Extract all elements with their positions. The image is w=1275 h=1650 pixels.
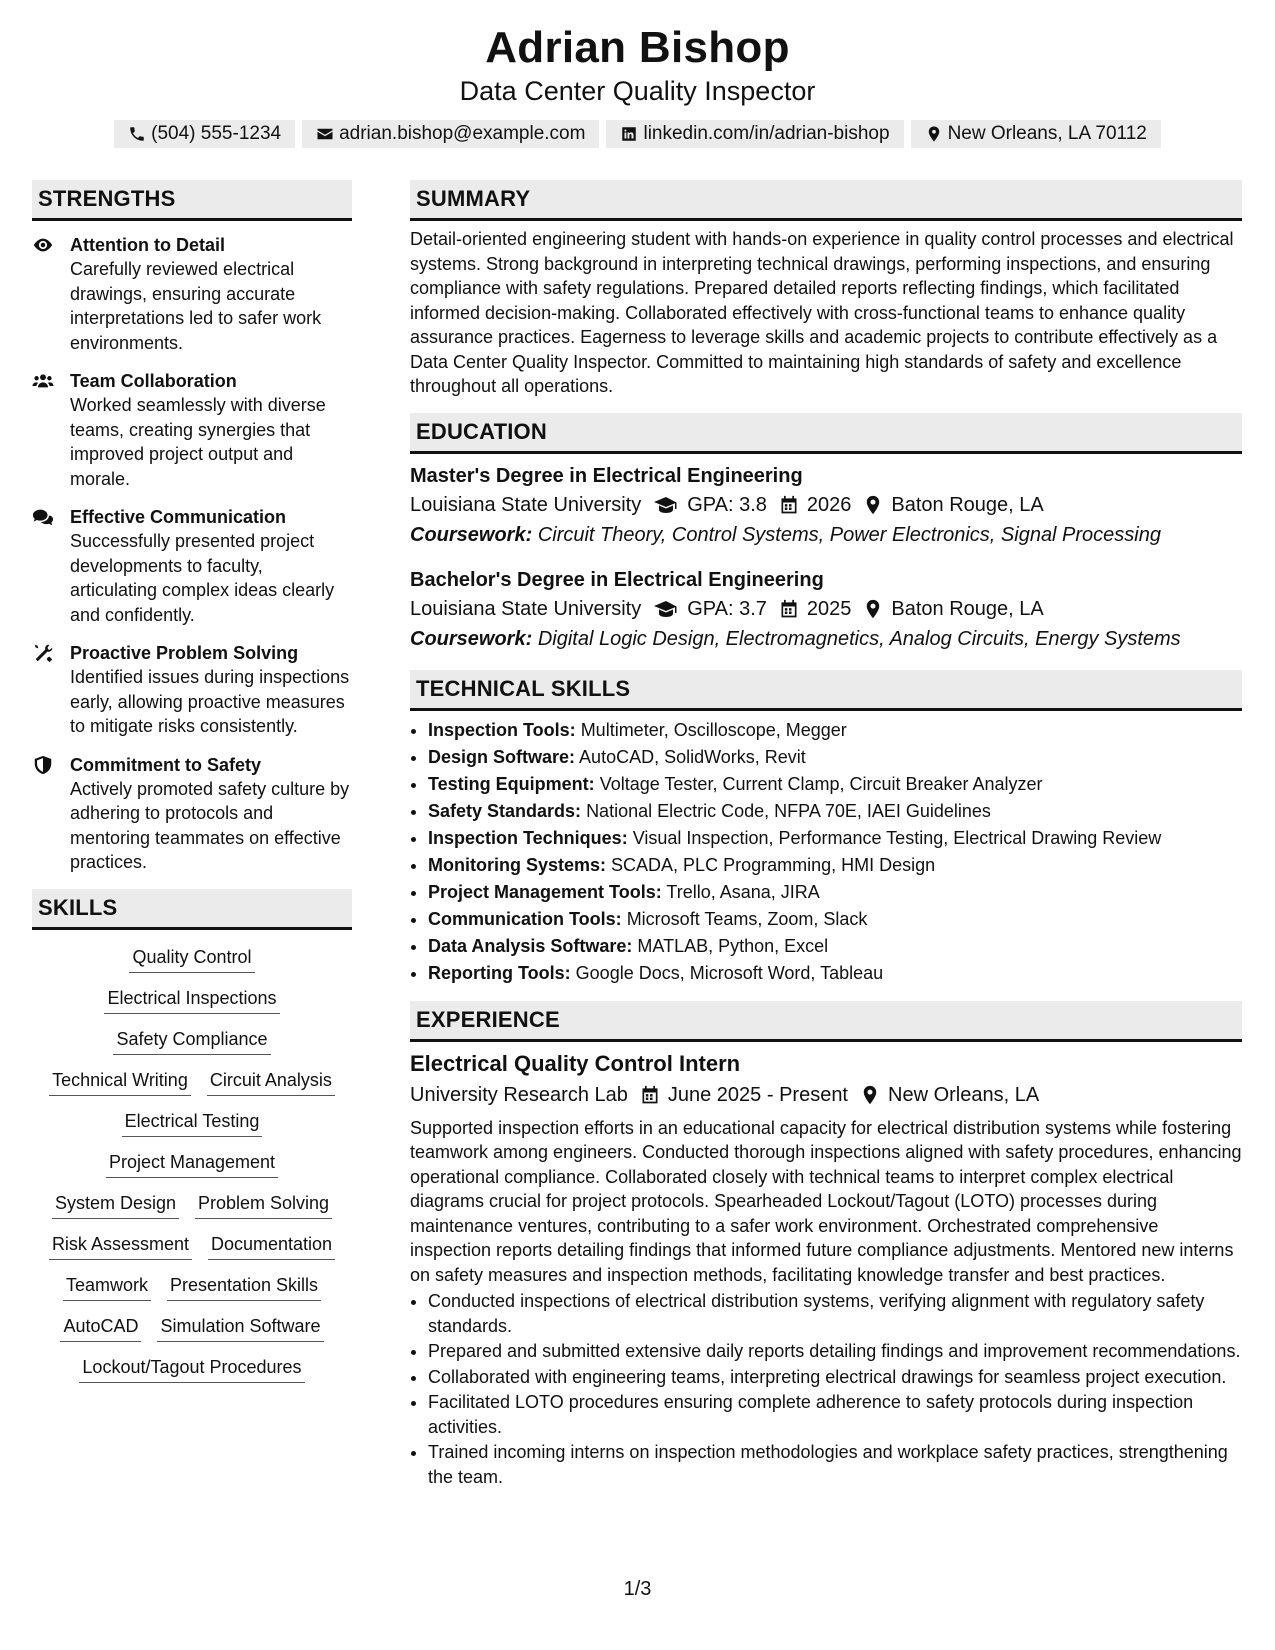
experience-heading: EXPERIENCE [410, 1001, 1242, 1042]
list-item [428, 771, 1242, 798]
tskill-value: Multimeter, Oscilloscope, Megger [580, 719, 847, 740]
strengths-heading: STRENGTHS [32, 180, 352, 221]
degree-coursework [410, 520, 1242, 550]
location-pin-icon [863, 495, 883, 515]
technical-skills-list [410, 717, 1242, 987]
tskill-value: Trello, Asana, JIRA [666, 881, 820, 902]
skill-tag: System Design [52, 1190, 179, 1219]
list-item [428, 744, 1242, 771]
tskill-value: AutoCAD, SolidWorks, Revit [579, 746, 806, 767]
users-icon [32, 371, 54, 391]
tskill-value: SCADA, PLC Programming, HMI Design [611, 854, 936, 875]
strength-title: Effective Communication [70, 507, 287, 527]
tskill-value: Voltage Tester, Current Clamp, Circuit Breaker Analyzer [599, 773, 1043, 794]
coursework-text: Digital Logic Design, Electromagnetics, Analog Circuits, Energy Systems [537, 627, 1181, 650]
strength-item [32, 233, 352, 355]
list-item: • Conducted inspections of electrical distribution systems, verifying alignment with regulatory safety standards. [428, 1289, 1242, 1338]
calendar-icon [640, 1085, 660, 1105]
strength-title: Proactive Problem Solving [70, 643, 299, 663]
right-column [410, 180, 1242, 1490]
degree-title: Bachelor's Degree in Electrical Engineering [410, 568, 824, 591]
skill-tag: Circuit Analysis [207, 1067, 335, 1096]
skill-tag: Project Management [106, 1149, 278, 1178]
tskill-value: Visual Inspection, Performance Testing, Electrical Drawing Review [632, 827, 1162, 848]
strengths-list [32, 233, 352, 875]
list-item: • Prepared and submitted extensive daily reports detailing findings and improvement recommendations. [428, 1339, 1242, 1364]
strength-item [32, 369, 352, 491]
job-description: Supported inspection efforts in an educational capacity for electrical distribution systems while fostering teamwork among engineers. Conducted thorough inspections aligned with safety procedures, enhancing operational compliance. Collaborated closely with technical teams to interpret complex electrical diagrams crucial for project protocols. Spearheaded Lockout/Tagout (LOTO) processes during maintenance ventures, contributing to a safer work environment. Orchestrated comprehensive inspection reports detailing findings that informed future compliance adjustments. Mentored new interns on safety measures and inspection methods, facilitating knowledge transfer and best practices. [410, 1117, 1242, 1285]
technical-skills-heading: TECHNICAL SKILLS [410, 670, 1242, 711]
shield-icon [32, 755, 54, 775]
skills-heading: SKILLS [32, 889, 352, 930]
contact-linkedin [606, 120, 903, 148]
degree-meta [410, 594, 1242, 624]
coursework-text: Circuit Theory, Control Systems, Power Electronics, Signal Processing [537, 523, 1161, 546]
contact-phone-text: (504) 555-1234 [151, 123, 282, 144]
list-item [428, 960, 1242, 987]
list-item [428, 717, 1242, 744]
strength-title: Commitment to Safety [70, 754, 262, 775]
list-item [428, 879, 1242, 906]
degree-school: Louisiana State University [410, 493, 642, 516]
strength-desc: Carefully reviewed electrical drawings, ensuring accurate interpretations led to safer work environments. [70, 259, 322, 353]
education-list [410, 462, 1242, 654]
summary-text: Detail-oriented engineering student with hands-on experience in quality control processes and electrical systems. Strong background in interpreting technical drawings, performing inspections, and ensuring compliance with safety regulations. Prepared detailed reports reflecting findings, which facilitated informed decision-making. Collaborated effectively with cross-functional teams to enhance quality assurance practices. Eagerness to leverage skills and academic projects to contribute effectively as a Data Center Quality Inspector. Committed to maintaining high standards of safety and excellence throughout all operations. [410, 229, 1234, 396]
list-item [428, 933, 1242, 960]
degree-title: Master's Degree in Electrical Engineering [410, 464, 803, 487]
skill-tag: Electrical Testing [122, 1108, 263, 1137]
skill-tag: Problem Solving [195, 1190, 332, 1219]
job-location: New Orleans, LA [888, 1083, 1040, 1106]
graduation-cap-icon [653, 495, 679, 515]
tskill-label: Inspection Techniques: [428, 827, 628, 848]
degree-gpa: GPA: 3.8 [687, 493, 767, 516]
degree-location: Baton Rouge, LA [891, 493, 1044, 516]
list-item [428, 906, 1242, 933]
education-heading: EDUCATION [410, 413, 1242, 454]
calendar-icon [779, 599, 799, 619]
location-pin-icon [860, 1085, 880, 1105]
location-pin-icon [925, 125, 943, 143]
degree-year: 2025 [806, 597, 852, 620]
degree-entry [410, 566, 1242, 654]
list-item [428, 825, 1242, 852]
strength-item [32, 753, 352, 875]
strength-desc: Actively promoted safety culture by adhering to protocols and mentoring teammates on effective practices. [70, 778, 350, 872]
skill-tag: AutoCAD [60, 1313, 141, 1342]
skill-tag: Electrical Inspections [104, 985, 279, 1014]
tskill-label: Data Analysis Software: [428, 935, 633, 956]
strength-item [32, 641, 352, 739]
comments-icon [32, 507, 54, 527]
job-dates: June 2025 - Present [667, 1083, 848, 1106]
tskill-value: Microsoft Teams, Zoom, Slack [626, 908, 868, 929]
tskill-value: MATLAB, Python, Excel [637, 935, 829, 956]
candidate-name: Adrian Bishop [485, 23, 790, 72]
job-entry [410, 1048, 1242, 1490]
skill-tag: Lockout/Tagout Procedures [79, 1354, 304, 1383]
strength-title: Team Collaboration [70, 371, 237, 391]
job-company: University Research Lab [410, 1083, 628, 1106]
skill-tag: Documentation [208, 1231, 335, 1260]
contact-email-text: adrian.bishop@example.com [339, 123, 586, 144]
job-meta [410, 1080, 1242, 1110]
job-title: Electrical Quality Control Intern [410, 1050, 741, 1076]
strength-desc: Worked seamlessly with diverse teams, creating synergies that improved project output and morale. [70, 395, 326, 489]
candidate-title: Data Center Quality Inspector [459, 76, 816, 106]
strength-desc: Identified issues during inspections early, allowing proactive measures to mitigate risks consistently. [70, 667, 350, 736]
strength-title: Attention to Detail [70, 235, 225, 255]
envelope-icon [316, 125, 334, 143]
tools-icon [32, 643, 54, 663]
list-item: • Trained incoming interns on inspection methodologies and workplace safety practices, strengthening the team. [428, 1440, 1242, 1489]
tskill-label: Reporting Tools: [428, 962, 571, 983]
degree-location: Baton Rouge, LA [891, 597, 1044, 620]
tskill-label: Testing Equipment: [428, 773, 595, 794]
coursework-label: Coursework: [410, 627, 533, 650]
phone-icon [128, 125, 146, 143]
contact-location [911, 120, 1161, 148]
degree-entry [410, 462, 1242, 550]
page-indicator: 1/3 [623, 1578, 652, 1600]
tskill-value: National Electric Code, NFPA 70E, IAEI Guidelines [586, 800, 991, 821]
list-item [428, 798, 1242, 825]
job-bullets [410, 1289, 1242, 1489]
strength-desc: Successfully presented project developments to faculty, articulating complex ideas clearly and confidently. [70, 531, 335, 625]
skill-tag: Safety Compliance [113, 1026, 270, 1055]
calendar-icon [779, 495, 799, 515]
contact-linkedin-text: linkedin.com/in/adrian-bishop [643, 123, 890, 144]
skill-tag: Technical Writing [49, 1067, 191, 1096]
skill-tag: Presentation Skills [167, 1272, 321, 1301]
resume-header [0, 22, 1275, 148]
list-item: • Collaborated with engineering teams, interpreting electrical drawings for seamless project execution. [428, 1365, 1242, 1390]
list-item [428, 852, 1242, 879]
list-item: • Facilitated LOTO procedures ensuring complete adherence to safety protocols during inspection activities. [428, 1390, 1242, 1439]
strength-item [32, 505, 352, 627]
coursework-label: Coursework: [410, 523, 533, 546]
degree-meta [410, 490, 1242, 520]
skill-tag: Risk Assessment [49, 1231, 192, 1260]
contact-phone [114, 120, 295, 148]
left-column [32, 180, 352, 1383]
tskill-label: Project Management Tools: [428, 881, 662, 902]
location-pin-icon [863, 599, 883, 619]
tskill-label: Safety Standards: [428, 800, 582, 821]
degree-year: 2026 [806, 493, 852, 516]
tskill-label: Design Software: [428, 746, 576, 767]
eye-icon [32, 235, 54, 255]
skill-tag: Teamwork [63, 1272, 151, 1301]
skills-list [32, 944, 352, 1383]
skill-tag: Quality Control [129, 944, 254, 973]
skill-tag: Simulation Software [157, 1313, 323, 1342]
tskill-label: Monitoring Systems: [428, 854, 607, 875]
summary-heading: SUMMARY [410, 180, 1242, 221]
contact-email [302, 120, 599, 148]
contact-bar [0, 120, 1275, 148]
linkedin-icon [620, 125, 638, 143]
tskill-value: Google Docs, Microsoft Word, Tableau [575, 962, 884, 983]
graduation-cap-icon [653, 599, 679, 619]
degree-gpa: GPA: 3.7 [687, 597, 767, 620]
tskill-label: Communication Tools: [428, 908, 622, 929]
degree-school: Louisiana State University [410, 597, 642, 620]
tskill-label: Inspection Tools: [428, 719, 576, 740]
degree-coursework [410, 624, 1242, 654]
contact-location-text: New Orleans, LA 70112 [947, 123, 1147, 144]
